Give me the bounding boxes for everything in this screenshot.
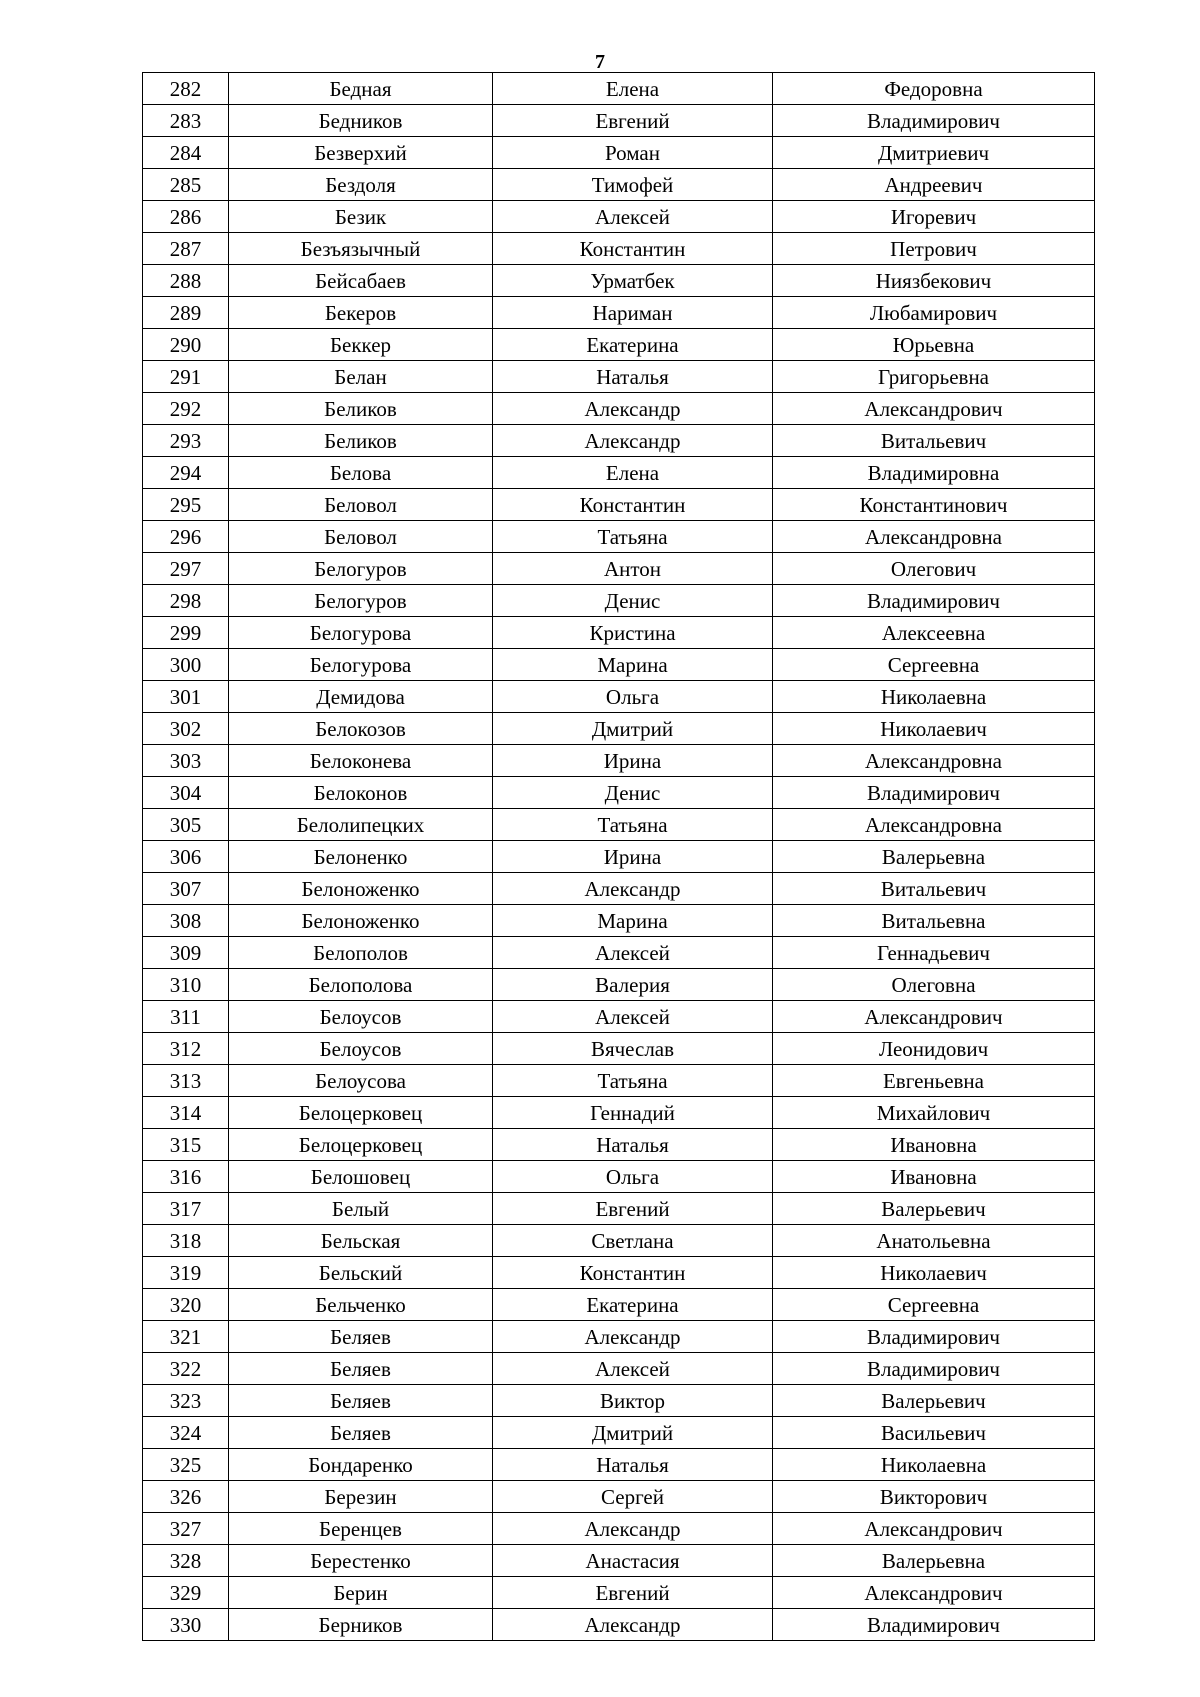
last-name-cell: Белополов xyxy=(229,937,493,969)
patronymic-cell: Олеговна xyxy=(773,969,1095,1001)
patronymic-cell: Витальевич xyxy=(773,873,1095,905)
row-number-cell: 305 xyxy=(143,809,229,841)
first-name-cell: Татьяна xyxy=(493,1065,773,1097)
first-name-cell: Нариман xyxy=(493,297,773,329)
table-row xyxy=(143,649,1095,681)
table-row xyxy=(143,201,1095,233)
last-name-cell: Беляев xyxy=(229,1321,493,1353)
patronymic-cell: Ивановна xyxy=(773,1129,1095,1161)
first-name-cell: Наталья xyxy=(493,361,773,393)
patronymic-cell: Николаевич xyxy=(773,713,1095,745)
last-name-cell: Бездоля xyxy=(229,169,493,201)
last-name-cell: Белоцерковец xyxy=(229,1129,493,1161)
first-name-cell: Александр xyxy=(493,1609,773,1641)
first-name-cell: Геннадий xyxy=(493,1097,773,1129)
patronymic-cell: Александрович xyxy=(773,1001,1095,1033)
patronymic-cell: Сергеевна xyxy=(773,649,1095,681)
patronymic-cell: Петрович xyxy=(773,233,1095,265)
row-number-cell: 283 xyxy=(143,105,229,137)
last-name-cell: Белоконева xyxy=(229,745,493,777)
first-name-cell: Елена xyxy=(493,457,773,489)
row-number-cell: 312 xyxy=(143,1033,229,1065)
patronymic-cell: Владимирович xyxy=(773,1321,1095,1353)
table-row xyxy=(143,937,1095,969)
row-number-cell: 330 xyxy=(143,1609,229,1641)
row-number-cell: 287 xyxy=(143,233,229,265)
patronymic-cell: Викторович xyxy=(773,1481,1095,1513)
row-number-cell: 326 xyxy=(143,1481,229,1513)
first-name-cell: Александр xyxy=(493,1321,773,1353)
row-number-cell: 286 xyxy=(143,201,229,233)
first-name-cell: Александр xyxy=(493,1513,773,1545)
first-name-cell: Татьяна xyxy=(493,809,773,841)
patronymic-cell: Владимирович xyxy=(773,1609,1095,1641)
table-row xyxy=(143,233,1095,265)
last-name-cell: Бедников xyxy=(229,105,493,137)
row-number-cell: 304 xyxy=(143,777,229,809)
table-row xyxy=(143,457,1095,489)
last-name-cell: Беликов xyxy=(229,393,493,425)
table-row xyxy=(143,1545,1095,1577)
last-name-cell: Белоненко xyxy=(229,841,493,873)
row-number-cell: 284 xyxy=(143,137,229,169)
first-name-cell: Константин xyxy=(493,1257,773,1289)
last-name-cell: Белокозов xyxy=(229,713,493,745)
table-row xyxy=(143,873,1095,905)
last-name-cell: Белоцерковец xyxy=(229,1097,493,1129)
table-row xyxy=(143,681,1095,713)
last-name-cell: Берин xyxy=(229,1577,493,1609)
table-row xyxy=(143,1033,1095,1065)
first-name-cell: Александр xyxy=(493,873,773,905)
row-number-cell: 318 xyxy=(143,1225,229,1257)
patronymic-cell: Юрьевна xyxy=(773,329,1095,361)
last-name-cell: Белогуров xyxy=(229,585,493,617)
patronymic-cell: Владимировна xyxy=(773,457,1095,489)
table-row xyxy=(143,1161,1095,1193)
row-number-cell: 300 xyxy=(143,649,229,681)
table-row xyxy=(143,489,1095,521)
table-row xyxy=(143,1065,1095,1097)
table-row xyxy=(143,1129,1095,1161)
patronymic-cell: Игоревич xyxy=(773,201,1095,233)
table-row xyxy=(143,553,1095,585)
row-number-cell: 308 xyxy=(143,905,229,937)
patronymic-cell: Геннадьевич xyxy=(773,937,1095,969)
row-number-cell: 299 xyxy=(143,617,229,649)
first-name-cell: Светлана xyxy=(493,1225,773,1257)
last-name-cell: Беловол xyxy=(229,521,493,553)
patronymic-cell: Валерьевна xyxy=(773,841,1095,873)
patronymic-cell: Николаевич xyxy=(773,1257,1095,1289)
last-name-cell: Безик xyxy=(229,201,493,233)
row-number-cell: 301 xyxy=(143,681,229,713)
patronymic-cell: Александрович xyxy=(773,1577,1095,1609)
patronymic-cell: Валерьевич xyxy=(773,1193,1095,1225)
table-row xyxy=(143,1449,1095,1481)
table-row xyxy=(143,905,1095,937)
last-name-cell: Беляев xyxy=(229,1417,493,1449)
first-name-cell: Марина xyxy=(493,905,773,937)
last-name-cell: Безверхий xyxy=(229,137,493,169)
last-name-cell: Бедная xyxy=(229,73,493,105)
last-name-cell: Беловол xyxy=(229,489,493,521)
first-name-cell: Елена xyxy=(493,73,773,105)
row-number-cell: 320 xyxy=(143,1289,229,1321)
patronymic-cell: Федоровна xyxy=(773,73,1095,105)
last-name-cell: Берников xyxy=(229,1609,493,1641)
table-row xyxy=(143,329,1095,361)
first-name-cell: Евгений xyxy=(493,105,773,137)
row-number-cell: 329 xyxy=(143,1577,229,1609)
patronymic-cell: Михайлович xyxy=(773,1097,1095,1129)
last-name-cell: Бекеров xyxy=(229,297,493,329)
last-name-cell: Белан xyxy=(229,361,493,393)
patronymic-cell: Константинович xyxy=(773,489,1095,521)
patronymic-cell: Николаевна xyxy=(773,681,1095,713)
last-name-cell: Белова xyxy=(229,457,493,489)
table-row xyxy=(143,969,1095,1001)
row-number-cell: 316 xyxy=(143,1161,229,1193)
row-number-cell: 296 xyxy=(143,521,229,553)
row-number-cell: 290 xyxy=(143,329,229,361)
row-number-cell: 323 xyxy=(143,1385,229,1417)
table-row xyxy=(143,137,1095,169)
first-name-cell: Ирина xyxy=(493,841,773,873)
first-name-cell: Денис xyxy=(493,585,773,617)
first-name-cell: Екатерина xyxy=(493,1289,773,1321)
patronymic-cell: Леонидович xyxy=(773,1033,1095,1065)
last-name-cell: Белоусов xyxy=(229,1033,493,1065)
first-name-cell: Анастасия xyxy=(493,1545,773,1577)
last-name-cell: Белополова xyxy=(229,969,493,1001)
table-row xyxy=(143,809,1095,841)
table-row xyxy=(143,1193,1095,1225)
row-number-cell: 289 xyxy=(143,297,229,329)
first-name-cell: Константин xyxy=(493,489,773,521)
roster-body xyxy=(143,73,1095,1641)
patronymic-cell: Александровна xyxy=(773,521,1095,553)
table-row xyxy=(143,1481,1095,1513)
table-row xyxy=(143,521,1095,553)
row-number-cell: 297 xyxy=(143,553,229,585)
patronymic-cell: Николаевна xyxy=(773,1449,1095,1481)
row-number-cell: 309 xyxy=(143,937,229,969)
row-number-cell: 311 xyxy=(143,1001,229,1033)
table-row xyxy=(143,361,1095,393)
last-name-cell: Белый xyxy=(229,1193,493,1225)
patronymic-cell: Андреевич xyxy=(773,169,1095,201)
last-name-cell: Белоноженко xyxy=(229,905,493,937)
last-name-cell: Белоконов xyxy=(229,777,493,809)
patronymic-cell: Витальевна xyxy=(773,905,1095,937)
patronymic-cell: Дмитриевич xyxy=(773,137,1095,169)
first-name-cell: Алексей xyxy=(493,937,773,969)
first-name-cell: Вячеслав xyxy=(493,1033,773,1065)
patronymic-cell: Владимирович xyxy=(773,585,1095,617)
row-number-cell: 298 xyxy=(143,585,229,617)
patronymic-cell: Олегович xyxy=(773,553,1095,585)
row-number-cell: 321 xyxy=(143,1321,229,1353)
table-row xyxy=(143,777,1095,809)
last-name-cell: Бондаренко xyxy=(229,1449,493,1481)
first-name-cell: Александр xyxy=(493,425,773,457)
first-name-cell: Тимофей xyxy=(493,169,773,201)
last-name-cell: Белолипецких xyxy=(229,809,493,841)
table-row xyxy=(143,1001,1095,1033)
table-row xyxy=(143,617,1095,649)
last-name-cell: Беликов xyxy=(229,425,493,457)
patronymic-cell: Александрович xyxy=(773,1513,1095,1545)
last-name-cell: Демидова xyxy=(229,681,493,713)
patronymic-cell: Сергеевна xyxy=(773,1289,1095,1321)
table-row xyxy=(143,393,1095,425)
last-name-cell: Беккер xyxy=(229,329,493,361)
table-row xyxy=(143,1609,1095,1641)
row-number-cell: 303 xyxy=(143,745,229,777)
table-row xyxy=(143,1225,1095,1257)
table-row xyxy=(143,1097,1095,1129)
last-name-cell: Белогурова xyxy=(229,617,493,649)
patronymic-cell: Александровна xyxy=(773,809,1095,841)
row-number-cell: 306 xyxy=(143,841,229,873)
table-row xyxy=(143,713,1095,745)
row-number-cell: 319 xyxy=(143,1257,229,1289)
first-name-cell: Валерия xyxy=(493,969,773,1001)
patronymic-cell: Анатольевна xyxy=(773,1225,1095,1257)
table-row xyxy=(143,297,1095,329)
first-name-cell: Марина xyxy=(493,649,773,681)
table-row xyxy=(143,1513,1095,1545)
first-name-cell: Александр xyxy=(493,393,773,425)
last-name-cell: Белоусов xyxy=(229,1001,493,1033)
row-number-cell: 325 xyxy=(143,1449,229,1481)
row-number-cell: 292 xyxy=(143,393,229,425)
table-row xyxy=(143,745,1095,777)
row-number-cell: 285 xyxy=(143,169,229,201)
patronymic-cell: Любамирович xyxy=(773,297,1095,329)
row-number-cell: 315 xyxy=(143,1129,229,1161)
table-row xyxy=(143,425,1095,457)
row-number-cell: 288 xyxy=(143,265,229,297)
last-name-cell: Бельский xyxy=(229,1257,493,1289)
table-row xyxy=(143,73,1095,105)
table-row xyxy=(143,169,1095,201)
patronymic-cell: Витальевич xyxy=(773,425,1095,457)
patronymic-cell: Владимирович xyxy=(773,777,1095,809)
last-name-cell: Белоусова xyxy=(229,1065,493,1097)
table-row xyxy=(143,1321,1095,1353)
first-name-cell: Константин xyxy=(493,233,773,265)
table-row xyxy=(143,1417,1095,1449)
first-name-cell: Алексей xyxy=(493,1353,773,1385)
first-name-cell: Антон xyxy=(493,553,773,585)
row-number-cell: 313 xyxy=(143,1065,229,1097)
last-name-cell: Белоноженко xyxy=(229,873,493,905)
table-row xyxy=(143,1385,1095,1417)
last-name-cell: Бельченко xyxy=(229,1289,493,1321)
row-number-cell: 324 xyxy=(143,1417,229,1449)
first-name-cell: Наталья xyxy=(493,1449,773,1481)
first-name-cell: Екатерина xyxy=(493,329,773,361)
table-row xyxy=(143,841,1095,873)
page-number: 7 xyxy=(595,51,605,73)
first-name-cell: Дмитрий xyxy=(493,713,773,745)
row-number-cell: 310 xyxy=(143,969,229,1001)
table-row xyxy=(143,585,1095,617)
table-row xyxy=(143,1577,1095,1609)
row-number-cell: 327 xyxy=(143,1513,229,1545)
roster-table xyxy=(142,72,1095,1641)
patronymic-cell: Васильевич xyxy=(773,1417,1095,1449)
row-number-cell: 293 xyxy=(143,425,229,457)
last-name-cell: Бельская xyxy=(229,1225,493,1257)
last-name-cell: Белогурова xyxy=(229,649,493,681)
last-name-cell: Бейсабаев xyxy=(229,265,493,297)
row-number-cell: 314 xyxy=(143,1097,229,1129)
table-row xyxy=(143,1353,1095,1385)
last-name-cell: Беляев xyxy=(229,1353,493,1385)
table-row xyxy=(143,1289,1095,1321)
row-number-cell: 282 xyxy=(143,73,229,105)
first-name-cell: Евгений xyxy=(493,1577,773,1609)
row-number-cell: 302 xyxy=(143,713,229,745)
patronymic-cell: Евгеньевна xyxy=(773,1065,1095,1097)
patronymic-cell: Владимирович xyxy=(773,105,1095,137)
last-name-cell: Белогуров xyxy=(229,553,493,585)
row-number-cell: 294 xyxy=(143,457,229,489)
first-name-cell: Евгений xyxy=(493,1193,773,1225)
first-name-cell: Ирина xyxy=(493,745,773,777)
last-name-cell: Березин xyxy=(229,1481,493,1513)
last-name-cell: Беляев xyxy=(229,1385,493,1417)
patronymic-cell: Ивановна xyxy=(773,1161,1095,1193)
patronymic-cell: Александрович xyxy=(773,393,1095,425)
first-name-cell: Алексей xyxy=(493,201,773,233)
row-number-cell: 317 xyxy=(143,1193,229,1225)
last-name-cell: Белошовец xyxy=(229,1161,493,1193)
patronymic-cell: Алексеевна xyxy=(773,617,1095,649)
last-name-cell: Берестенко xyxy=(229,1545,493,1577)
row-number-cell: 322 xyxy=(143,1353,229,1385)
first-name-cell: Виктор xyxy=(493,1385,773,1417)
table-row xyxy=(143,105,1095,137)
first-name-cell: Татьяна xyxy=(493,521,773,553)
first-name-cell: Алексей xyxy=(493,1001,773,1033)
row-number-cell: 307 xyxy=(143,873,229,905)
last-name-cell: Безъязычный xyxy=(229,233,493,265)
first-name-cell: Денис xyxy=(493,777,773,809)
first-name-cell: Урматбек xyxy=(493,265,773,297)
patronymic-cell: Александровна xyxy=(773,745,1095,777)
first-name-cell: Роман xyxy=(493,137,773,169)
table-row xyxy=(143,265,1095,297)
row-number-cell: 295 xyxy=(143,489,229,521)
row-number-cell: 328 xyxy=(143,1545,229,1577)
first-name-cell: Дмитрий xyxy=(493,1417,773,1449)
first-name-cell: Кристина xyxy=(493,617,773,649)
patronymic-cell: Валерьевна xyxy=(773,1545,1095,1577)
last-name-cell: Беренцев xyxy=(229,1513,493,1545)
table-row xyxy=(143,1257,1095,1289)
row-number-cell: 291 xyxy=(143,361,229,393)
patronymic-cell: Григорьевна xyxy=(773,361,1095,393)
patronymic-cell: Валерьевич xyxy=(773,1385,1095,1417)
first-name-cell: Сергей xyxy=(493,1481,773,1513)
first-name-cell: Ольга xyxy=(493,681,773,713)
first-name-cell: Ольга xyxy=(493,1161,773,1193)
patronymic-cell: Владимирович xyxy=(773,1353,1095,1385)
patronymic-cell: Ниязбекович xyxy=(773,265,1095,297)
first-name-cell: Наталья xyxy=(493,1129,773,1161)
